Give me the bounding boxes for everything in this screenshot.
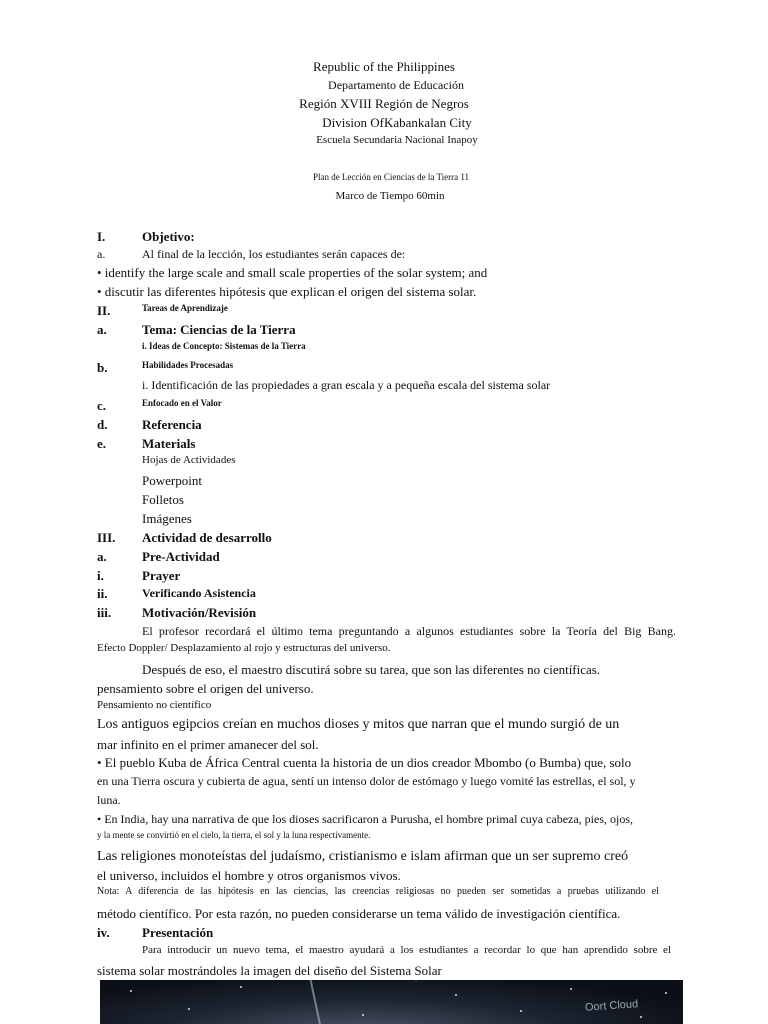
star <box>455 994 457 996</box>
motivation-paragraph-2-cont: pensamiento sobre el origen del universo. <box>97 681 314 696</box>
item-2b-sub: i. Identificación de las propiedades a gran escala y a pequeña escala del sistema solar <box>142 378 551 392</box>
item-2a-sub: i. Ideas de Concepto: Sistemas de la Tierra <box>142 341 306 351</box>
star <box>665 992 667 994</box>
item-2b-label: b. <box>97 360 108 375</box>
star <box>130 990 132 992</box>
item-2e-label: e. <box>97 436 107 451</box>
presentation-paragraph: Para introducir un nuevo tema, el maestro ayudará a los estudiantes a recordar lo que han aprendido sobre el <box>142 944 671 956</box>
item-3ii-title: Verificando Asistencia <box>142 586 256 600</box>
item-1a-label: a. <box>97 247 106 261</box>
objective-bullet-1: • identify the large scale and small scale properties of the solar system; and <box>97 265 488 280</box>
star <box>640 1016 642 1018</box>
objective-bullet-2: • discutir las diferentes hipótesis que explican el origen del sistema solar. <box>97 284 477 299</box>
motivation-paragraph-1-cont: Efecto Doppler/ Desplazamiento al rojo y estructuras del universo. <box>97 642 391 654</box>
egyptian-paragraph-cont: mar infinito en el primer amanecer del sol. <box>97 737 319 752</box>
solar-system-image <box>100 980 683 1024</box>
header-region: Región XVIII Región de Negros <box>299 96 469 111</box>
non-scientific-heading: Pensamiento no científico <box>97 699 212 711</box>
motivation-paragraph-2: Después de eso, el maestro discutirá sobre su tarea, que son las diferentes no científicas. <box>142 662 601 677</box>
item-2a-label: a. <box>97 322 107 337</box>
section-3-title: Actividad de desarrollo <box>142 530 272 545</box>
item-2c-label: c. <box>97 398 107 413</box>
item-1a-text: Al final de la lección, los estudiantes serán capaces de: <box>142 247 406 261</box>
item-3iii-title: Motivación/Revisión <box>142 605 257 620</box>
material-item: Imágenes <box>142 511 192 526</box>
item-3ii-label: ii. <box>97 586 108 601</box>
time-frame: Marco de Tiempo 60min <box>335 190 445 202</box>
section-3-number: III. <box>97 530 116 545</box>
egyptian-paragraph: Los antiguos egipcios creían en muchos dioses y mitos que narran que el mundo surgió de un <box>97 717 620 732</box>
material-item: Folletos <box>142 492 184 507</box>
kuba-paragraph: • El pueblo Kuba de África Central cuenta la historia de un dios creador Mbombo (o Bumba) que, solo <box>97 755 632 770</box>
monotheist-paragraph-cont: el universo, incluidos el hombre y otros organismos vivos. <box>97 868 401 883</box>
header-republic: Republic of the Philippines <box>313 59 455 74</box>
star <box>570 988 572 990</box>
kuba-paragraph-end: luna. <box>97 793 121 807</box>
image-small-label <box>410 980 427 982</box>
kuba-paragraph-cont: en una Tierra oscura y cubierta de agua, sentí un intenso dolor de estómago y luego vomité las estrellas, el sol, y <box>97 774 636 788</box>
item-2c-title: Enfocado en el Valor <box>142 398 222 408</box>
item-3i-title: Prayer <box>142 568 181 583</box>
item-2a-title: Tema: Ciencias de la Tierra <box>142 322 296 337</box>
section-2-number: II. <box>97 303 111 318</box>
item-3iv-label: iv. <box>97 925 110 940</box>
india-paragraph-cont: y la mente se convirtió en el cielo, la tierra, el sol y la luna respectivamente. <box>97 830 371 840</box>
motivation-paragraph-1: El profesor recordará el último tema preguntando a algunos estudiantes sobre la Teoría del Big Bang. <box>142 624 676 638</box>
plan-title: Plan de Lección en Ciencias de la Tierra 11 <box>312 172 470 182</box>
orbit-streak <box>306 980 338 1024</box>
india-paragraph: • En India, hay una narrativa de que los dioses sacrificaron a Purusha, el hombre primal cuya cabeza, pies, ojos, <box>97 812 634 826</box>
header-department: Departamento de Educación <box>328 78 464 92</box>
section-2-title: Tareas de Aprendizaje <box>142 303 228 313</box>
item-3iii-label: iii. <box>97 605 112 620</box>
item-2d-label: d. <box>97 417 108 432</box>
note-paragraph-cont: método científico. Por esta razón, no pueden considerarse un tema válido de investigación científica. <box>97 906 621 921</box>
presentation-paragraph-cont: sistema solar mostrándoles la imagen del diseño del Sistema Solar <box>97 963 442 978</box>
star <box>240 986 242 988</box>
item-2e-title: Materials <box>142 436 196 451</box>
item-2d-title: Referencia <box>142 417 202 432</box>
material-item: Powerpoint <box>142 473 202 488</box>
oort-cloud-label: Oort Cloud <box>584 998 639 1014</box>
section-1-title: Objetivo: <box>142 229 195 244</box>
star <box>520 1010 522 1012</box>
item-3a-label: a. <box>97 549 107 564</box>
item-3iv-title: Presentación <box>142 925 214 940</box>
item-3i-label: i. <box>97 568 104 583</box>
star <box>188 1008 190 1010</box>
monotheist-paragraph: Las religiones monoteístas del judaísmo, cristianismo e islam afirman que un ser supremo creó <box>97 849 629 864</box>
item-3a-title: Pre-Actividad <box>142 549 220 564</box>
star <box>362 1014 364 1016</box>
header-school: Escuela Secundaria Nacional Inapoy <box>316 134 478 146</box>
item-2b-title: Habilidades Procesadas <box>142 360 234 370</box>
note-paragraph: Nota: A diferencia de las hipótesis en las ciencias, las creencias religiosas no pueden ser sometidas a pruebas utilizando el <box>97 886 659 897</box>
section-1-number: I. <box>97 229 106 244</box>
material-item: Hojas de Actividades <box>142 454 236 466</box>
header-division: Division OfKabankalan City <box>322 115 472 130</box>
